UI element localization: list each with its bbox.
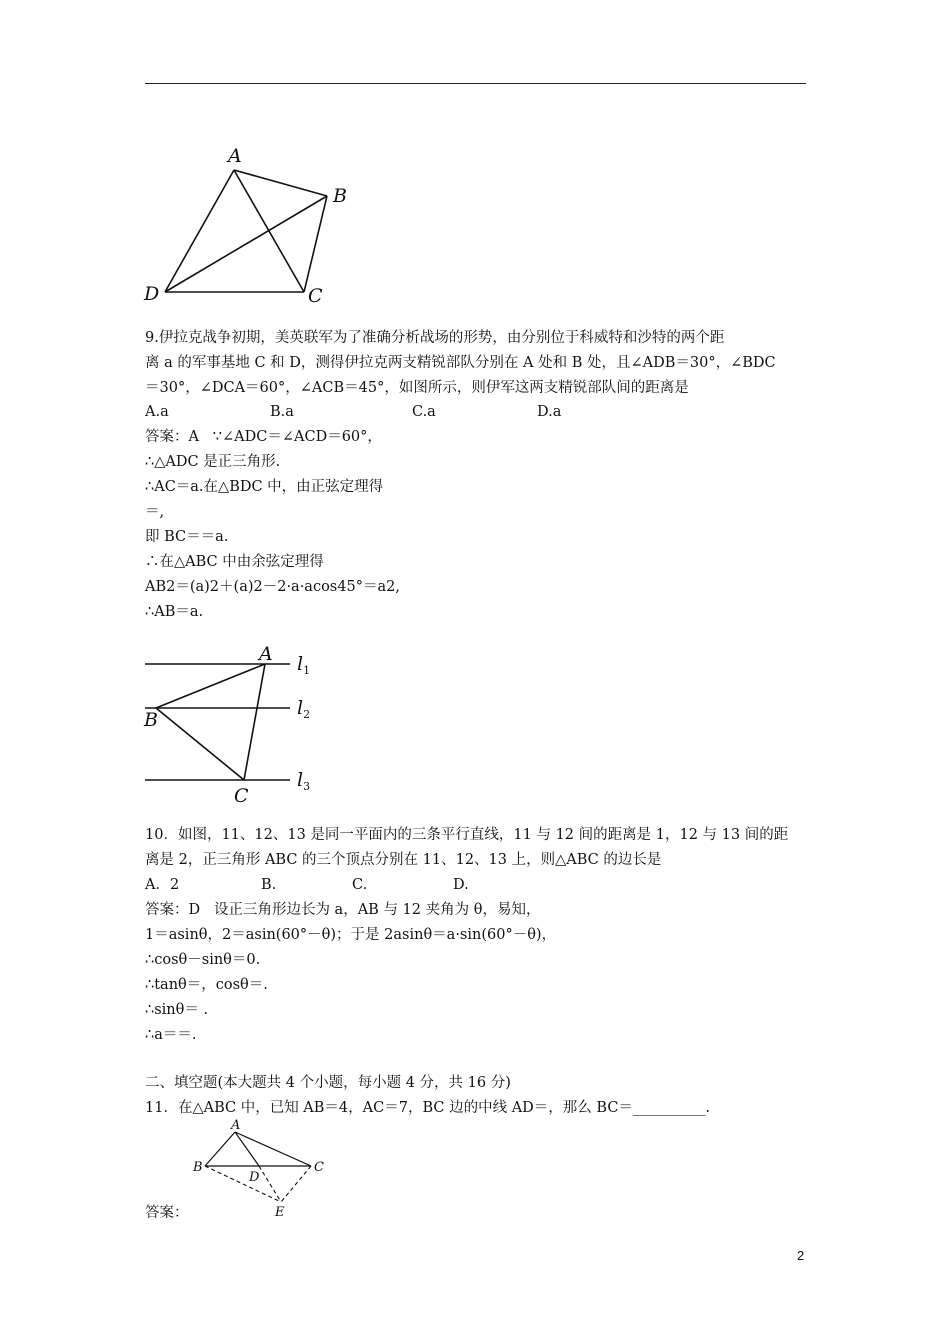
q9-answer-5: 即 BC＝＝a. — [145, 529, 229, 545]
q10-option-d: D. — [453, 877, 469, 893]
q9-line-2: 离 a 的军事基地 C 和 D，测得伊拉克两支精锐部队分别在 A 处和 B 处，且∠ADB＝30°，∠BDC — [145, 355, 776, 371]
q9-answer-2: ∴△ADC 是正三角形. — [145, 454, 281, 470]
q10-option-c: C. — [352, 877, 368, 893]
header-rule — [145, 83, 806, 84]
label-d: D — [144, 283, 160, 305]
q9-answer-1: 答案：A ∵∠ADC＝∠ACD＝60°， — [145, 429, 382, 445]
label-b: B — [333, 185, 347, 207]
q9-answer-4: ＝, — [145, 504, 165, 520]
q10-answer-4: ∴tanθ＝，cosθ＝. — [145, 977, 268, 993]
q9-answer-3: ∴AC＝a.在△BDC 中，由正弦定理得 — [145, 479, 384, 495]
q9-line-3: ＝30°，∠DCA＝60°，∠ACB＝45°，如图所示，则伊军这两支精锐部队间的距离是 — [145, 380, 689, 396]
q11-answer-label: 答案： — [145, 1205, 189, 1221]
label-d: D — [249, 1170, 260, 1185]
figure-quadrilateral-abcd — [140, 140, 360, 310]
q9-line-1: 9.伊拉克战争初期，美英联军为了准确分析战场的形势，由分别位于科威特和沙特的两个距 — [145, 330, 725, 346]
q10-line-2: 离是 2，正三角形 ABC 的三个顶点分别在 11、12、13 上，则△ABC 的边长是 — [145, 852, 662, 868]
q10-answer-5: ∴sinθ＝ . — [145, 1002, 209, 1018]
label-l2: $l_2$ — [297, 697, 311, 721]
label-a: A — [231, 1118, 241, 1133]
q10-answer-6: ∴a＝＝. — [145, 1027, 197, 1043]
label-e: E — [275, 1205, 285, 1218]
q9-answer-8: ∴AB＝a. — [145, 604, 204, 620]
label-c: C — [308, 285, 323, 307]
q9-answer-6: ∴在△ABC 中由余弦定理得 — [145, 554, 324, 570]
q9-option-d: D.a — [537, 404, 562, 420]
section-heading: 二、填空题(本大题共 4 个小题，每小题 4 分，共 16 分) — [145, 1075, 511, 1091]
label-l1: $l_1$ — [297, 653, 311, 677]
page-number: 2 — [797, 1248, 805, 1263]
label-b: B — [144, 709, 158, 731]
label-c: C — [234, 785, 249, 807]
label-c: C — [314, 1160, 324, 1175]
q10-line-1: 10．如图，11、12、13 是同一平面内的三条平行直线，11 与 12 间的距离是 1，12 与 13 间的距 — [145, 827, 789, 843]
q10-option-a: A．2 — [145, 877, 180, 893]
q9-answer-7: AB2＝(a)2＋(a)2－2·a·acos45°＝a2, — [145, 579, 400, 595]
q10-answer-2: 1＝asinθ，2＝asin(60°－θ)；于是 2asinθ＝a·sin(60°－θ)， — [145, 927, 557, 943]
label-a: A — [259, 643, 273, 665]
figure-triangle-median — [185, 1118, 335, 1218]
label-a: A — [228, 145, 242, 167]
q11-text: 11．在△ABC 中，已知 AB＝4，AC＝7，BC 边的中线 AD＝，那么 BC＝__________. — [145, 1100, 711, 1116]
label-b: B — [193, 1160, 203, 1175]
label-l3: $l_3$ — [297, 769, 311, 793]
q10-option-b: B. — [261, 877, 277, 893]
q10-answer-3: ∴cosθ－sinθ＝0. — [145, 952, 261, 968]
q9-option-c: C.a — [412, 404, 436, 420]
q9-option-b: B.a — [270, 404, 294, 420]
q9-option-a: A.a — [145, 404, 169, 420]
figure-parallel-lines — [140, 640, 340, 810]
q10-answer-1: 答案：D 设正三角形边长为 a，AB 与 12 夹角为 θ，易知， — [145, 902, 541, 918]
